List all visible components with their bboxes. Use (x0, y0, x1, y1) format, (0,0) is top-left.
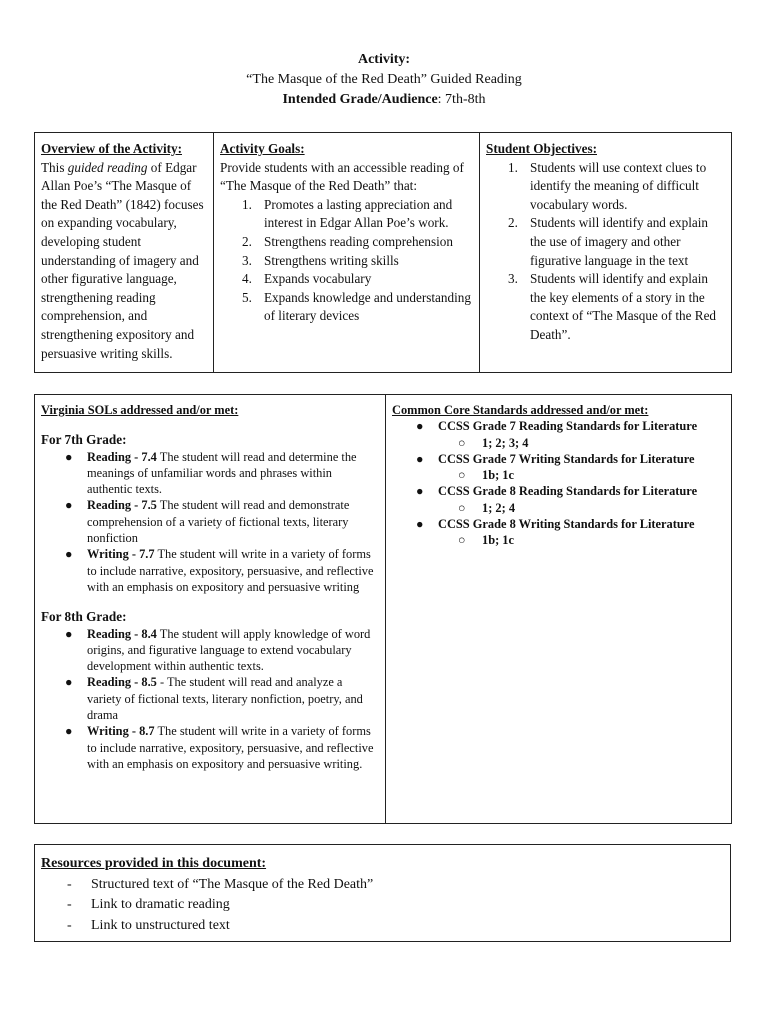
objectives-cell (480, 133, 731, 372)
bullet-icon: ● (65, 724, 73, 739)
sol-item: ● Reading - 8.4 The student will apply knowledge of word origins, and figurative language to extend vocabulary development within authentic texts. (65, 626, 371, 674)
sol-item: ● Reading - 7.4 The student will read and determine the meanings of unfamiliar words and phrases within authentic texts. (65, 449, 357, 497)
common-core-list (392, 418, 725, 548)
grade8-list (41, 626, 379, 773)
sol-item: ● Reading - 8.5 - The student will read and analyze a variety of fictional texts, literary nonfiction, poetry, and drama (65, 675, 363, 723)
grade7-list (41, 449, 379, 596)
overview-heading: Overview of the Activity: (41, 141, 182, 156)
objective-item: 1. Students will use context clues to identify the meaning of difficult vocabulary words. (508, 159, 707, 212)
standard-subitem: ○ 1b; 1c (458, 468, 515, 483)
standard-subitem: ○ 1; 2; 4 (458, 500, 516, 515)
bullet-icon: ● (416, 451, 424, 466)
standard-item: ● CCSS Grade 7 Writing Standards for Literature ○ 1b; 1c (438, 451, 725, 484)
standards-table (34, 394, 732, 824)
standard-subitem: ○ 1; 2; 3; 4 (458, 435, 529, 450)
resources-box (34, 844, 731, 942)
bullet-icon: ● (65, 675, 73, 690)
activity-label: Activity: (357, 52, 411, 67)
resource-item: - Link to dramatic reading (91, 895, 724, 916)
goal-item: 4. Expands vocabulary (242, 271, 372, 287)
resources-heading: Resources provided in this document: (41, 856, 267, 871)
sol-item: ● Writing - 7.7 The student will write in a variety of forms to include narrative, expository, persuasive, and reflective with an emphasis on expository and persuasive writing (65, 547, 374, 594)
common-core-cell (386, 395, 731, 823)
goal-item: 1. Promotes a lasting appreciation and interest in Edgar Allan Poe’s work. (242, 196, 453, 231)
grade8-heading: For 8th Grade: (41, 609, 127, 625)
document-header (0, 50, 768, 110)
sols-cell (35, 395, 386, 823)
goals-cell (214, 133, 480, 372)
goal-item: 2. Strengthens reading comprehension (242, 233, 453, 249)
goals-heading: Activity Goals: (220, 141, 305, 156)
common-core-heading: Common Core Standards addressed and/or met: (392, 403, 649, 417)
grade7-heading: For 7th Grade: (41, 432, 127, 448)
bullet-icon: ● (65, 547, 73, 562)
grade-value: : 7th-8th (437, 92, 486, 107)
standard-item: ● CCSS Grade 7 Reading Standards for Literature ○ 1; 2; 3; 4 (438, 418, 725, 451)
bullet-icon: ● (416, 517, 424, 532)
sol-item: ● Reading - 7.5 The student will read and demonstrate comprehension of a variety of fictional texts, literary nonfiction (65, 498, 350, 546)
objectives-list (486, 159, 725, 345)
resource-item: - Structured text of “The Masque of the Red Death” (91, 875, 724, 896)
objective-item: 3. Students will identify and explain the key elements of a story in the context of “The Masque of the Red Death”. (508, 271, 717, 342)
goals-list (220, 196, 475, 326)
dash-icon: - (67, 876, 72, 892)
objectives-heading: Student Objectives: (486, 141, 597, 156)
grade-label: Intended Grade/Audience (282, 92, 438, 107)
circle-icon: ○ (458, 468, 466, 483)
goal-item: 3. Strengthens writing skills (242, 252, 399, 268)
activity-title: “The Masque of the Red Death” Guided Reading (246, 72, 522, 87)
overview-cell (35, 133, 214, 372)
goals-intro: Provide students with an accessible reading of “The Masque of the Red Death” that: (220, 159, 464, 194)
circle-icon: ○ (458, 533, 466, 548)
standard-subitem: ○ 1b; 1c (458, 533, 515, 548)
goal-item: 5. Expands knowledge and understanding of literary devices (242, 289, 471, 324)
resources-list (41, 875, 724, 937)
circle-icon: ○ (458, 500, 466, 515)
dash-icon: - (67, 897, 72, 912)
bullet-icon: ● (65, 498, 73, 513)
overview-table (34, 132, 732, 373)
bullet-icon: ● (416, 419, 424, 434)
bullet-icon: ● (65, 449, 73, 464)
bullet-icon: ● (65, 626, 73, 641)
standard-item: ● CCSS Grade 8 Reading Standards for Literature ○ 1; 2; 4 (438, 483, 725, 516)
sol-item: ● Writing - 8.7 The student will write in a variety of forms to include narrative, expository, persuasive, and reflective with an emphasis on expository and persuasive writing. (65, 724, 374, 771)
overview-text: This guided reading of Edgar Allan Poe’s “The Masque of the Red Death” (1842) focuses on expanding vocabulary, developing student understanding of imagery and other figurative language, strengthening reading comprehension, and strengthening expository and persuasive writing skills. (41, 159, 204, 361)
bullet-icon: ● (416, 484, 424, 499)
objective-item: 2. Students will identify and explain the use of imagery and other figurative language in the text (508, 215, 709, 268)
sols-heading: Virginia SOLs addressed and/or met: (41, 403, 239, 417)
circle-icon: ○ (458, 435, 466, 450)
resource-item: - Link to unstructured text (91, 916, 724, 937)
standard-item: ● CCSS Grade 8 Writing Standards for Literature ○ 1b; 1c (438, 516, 725, 549)
dash-icon: - (67, 917, 72, 933)
